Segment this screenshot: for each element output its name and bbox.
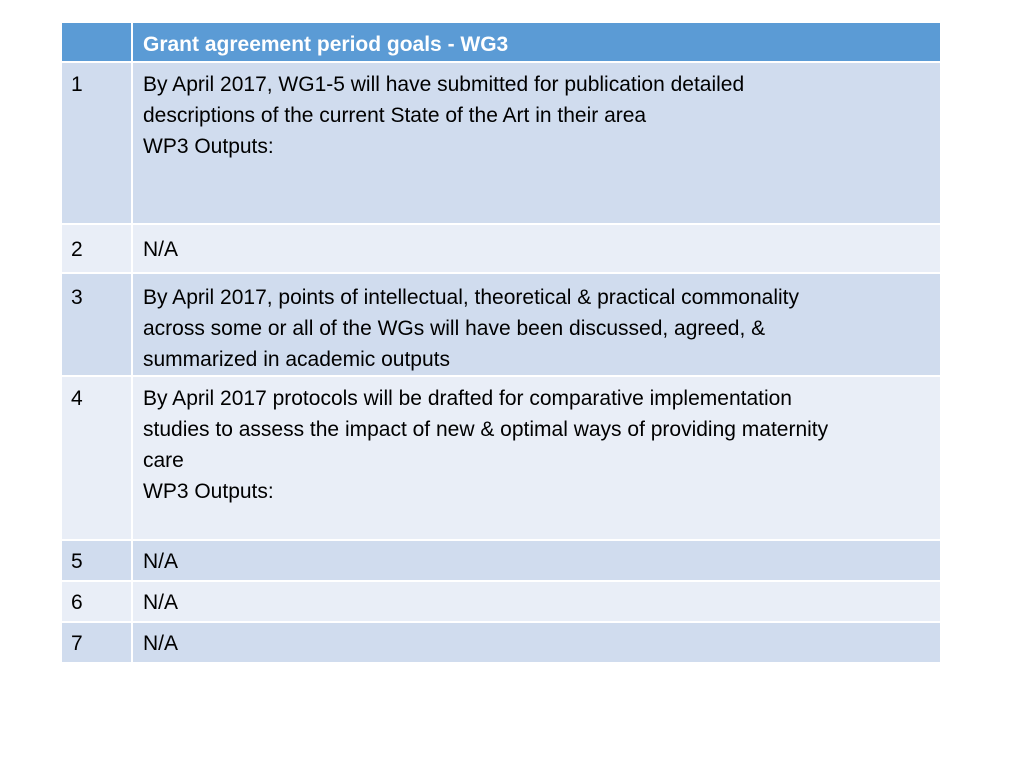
header-title-cell: Grant agreement period goals - WG3 xyxy=(132,22,941,62)
row-number: 6 xyxy=(61,581,132,622)
row-text-line: descriptions of the current State of the Art in their area xyxy=(143,104,647,127)
row-number: 4 xyxy=(61,376,132,540)
row-text xyxy=(132,273,941,376)
row-number: 5 xyxy=(61,540,132,581)
table-row xyxy=(61,581,941,622)
table-header-row xyxy=(61,22,941,62)
table-row xyxy=(61,622,941,663)
row-text-line: By April 2017 protocols will be drafted for comparative implementation xyxy=(143,387,792,410)
row-text-line: By April 2017, points of intellectual, theoretical & practical commonality xyxy=(143,286,799,309)
row-text-line: By April 2017, WG1-5 will have submitted for publication detailed xyxy=(143,73,745,96)
row-text-line: studies to assess the impact of new & optimal ways of providing maternity xyxy=(143,418,829,441)
row-text-line: N/A xyxy=(143,238,179,261)
row-text-line: care xyxy=(143,449,184,472)
row-text xyxy=(132,62,941,224)
table-row xyxy=(61,540,941,581)
row-text-line: WP3 Outputs: xyxy=(143,135,274,158)
table-row xyxy=(61,273,941,376)
row-text-line: WP3 Outputs: xyxy=(143,480,274,503)
row-text-line: N/A xyxy=(143,632,179,655)
row-text xyxy=(132,581,941,622)
row-number: 2 xyxy=(61,224,132,273)
row-text xyxy=(132,622,941,663)
row-text xyxy=(132,376,941,540)
row-text xyxy=(132,540,941,581)
row-text-line: summarized in academic outputs xyxy=(143,348,450,371)
row-number: 3 xyxy=(61,273,132,376)
row-number: 7 xyxy=(61,622,132,663)
row-text-line: N/A xyxy=(143,550,179,573)
row-text-line: across some or all of the WGs will have been discussed, agreed, & xyxy=(143,317,766,340)
table-row xyxy=(61,224,941,273)
row-text-line: N/A xyxy=(143,591,179,614)
row-text xyxy=(132,224,941,273)
row-number: 1 xyxy=(61,62,132,224)
header-number-cell xyxy=(61,22,132,62)
goals-table xyxy=(60,21,942,664)
table-row xyxy=(61,376,941,540)
table-row xyxy=(61,62,941,224)
